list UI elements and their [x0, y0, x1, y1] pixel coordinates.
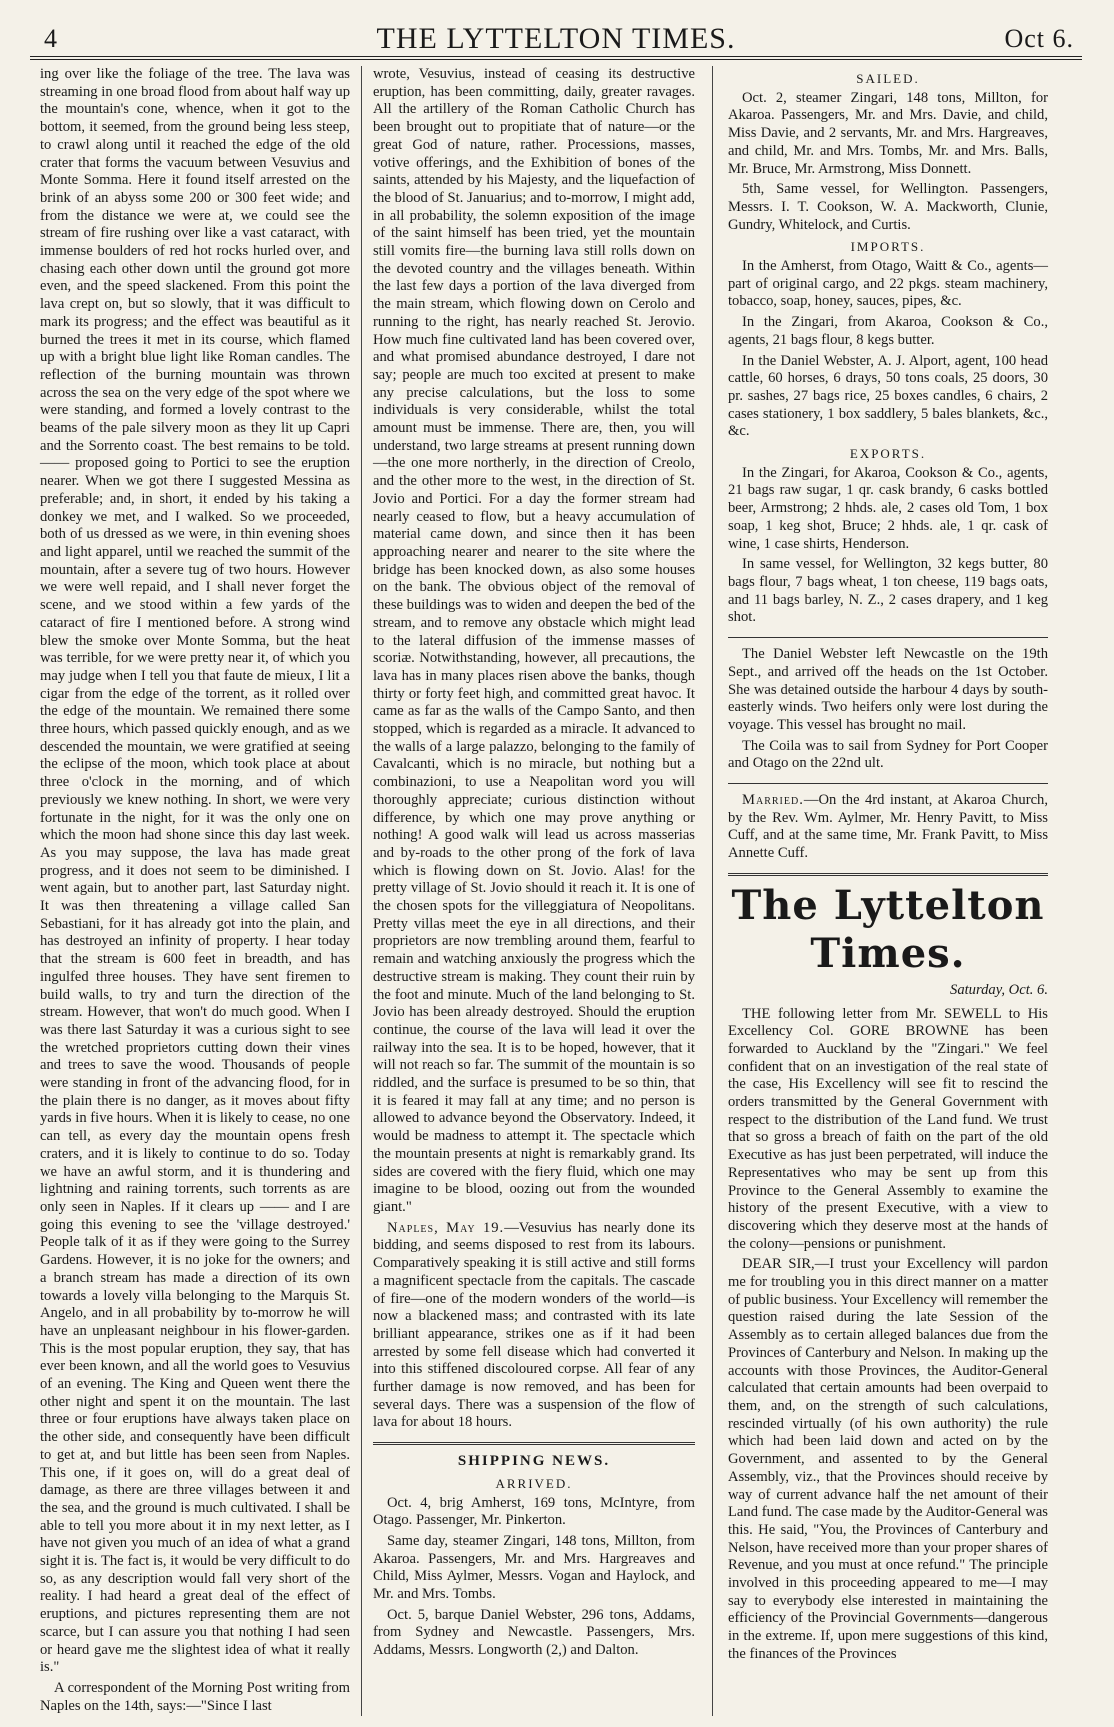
column-2: [373, 66, 695, 1663]
vesuvius-letter-p1: ing over like the foliage of the tree. The lava was streaming in one broad flood from about half way up the mountain's cone, whence, when it got to the bottom, it seemed, from the ground being less steep, to crawl along until it reached the edge of the old crater that forms the vacuum between Vesuvius and Monte Somma. Here it found itself arrested on the brink of an abyss some 200 or 300 feet wide; and from the distance we were at, we could see the stream of fire rushing over like a vast cataract, with immense boulders of red hot rocks hurled over, and chasing each other down until the ground got more even, and the speed slackened. From this point the lava crept on, but so slowly, that it was difficult to mark its progress; and the effect was beautiful as it burned the trees it met in its course, which flamed up with a bright blue light like Roman candles. The reflection of the burning mountain was thrown across the sea on the very edge of the spot where we were standing, and formed a lovely contrast to the beams of the pale silvery moon as they lit up Capri and the Sorrento coast. The best remains to be told. —— proposed going to Portici to see the eruption nearer. When we got there I suggested Messina as preferable; and, in short, it ended by his taking a donkey we met, and I walked. So we proceeded, both of us dressed as we were, in thin evening shoes and light apparel, until we reached the summit of the mountain, after a severe tug of two hours. However we were well repaid, and I shall never forget the scene, and we stood within a few yards of the cataract of fire I mentioned before. A strong wind blew the smoke over Monte Somma, but the heat was terrible, for we were pretty near it, of which you may judge when I tell you that faute de mieux, I lit a cigar from the edge of the torrent, as it rolled over the edge of the mountain. We remained there some three hours, which passed quickly enough, and as we descended the mountain, we were gratified at seeing the eclipse of the moon, which took place at about three o'clock in the morning, and of which previously we knew nothing. In short, we were very fortunate in the night, for it was the only one on which the moon had shone since this day last week. As you may suppose, the lava has made great progress, and it does not seem to be diminished. I went again, but to another part, last Saturday night. It was then threatening a village called San Sebastiani, for it has already got into the plain, and has destroyed an infinity of property. I hear today that the stream is 600 feet in breadth, and has ingulfed three houses. They have sent firemen to build walls, to try and turn the direction of the stream. However, that won't do much good. When I was there last Saturday it was a curious sight to see the wretched proprietors cutting down their vines and trees to save the wood. Thousands of people were standing in front of the advancing flood, for in the plain there is no danger, as it moves about fifty yards in five hours. When it is likely to cease, no one can tell, as every day the mountain opens fresh craters, and it is likely to continue to do so. Today we have an awful storm, and it is thundering and lightning and raining torrents, such torrents as are only seen in Naples. If it clears up —— and I are going this evening to see the 'village destroyed.' People talk of it as if they were going to the Surrey Gardens. However, it is no joke for the owners; and a branch stream has made a direction of its own towards a lovely villa belonging to the Marquis St. Angelo, and in all probability by to-morrow he will have an unpleasant neighbour in his flower-garden. This is the most popular eruption, they say, that has ever been known, and all the world goes to Vesuvius of an evening. The King and Queen went there the other night and spent it on the mountain. The last three or four eruptions have always taken place on the other side, and consequently have been difficult to get at, and but little has been seen from Naples. This one, if it goes on, will do a great deal of damage, as there are three villages between it and the sea, and the ground is much cultivated. I shall be able to tell you more about it in my next letter, as I have not given you much of an idea of what a grand sight it is. The fact is, it would be very difficult to do so, as any description would fall very short of the reality. I had heard a great deal of the effect of eruptions, and pictures representing them are not scarce, but I can assure you that nothing I had seen or heard gave me the slightest idea of what it really is.": [40, 66, 350, 1676]
shipping-news-heading: SHIPPING NEWS.: [457, 1453, 611, 1470]
arrived-heading: ARRIVED.: [495, 1475, 573, 1491]
editorial-dateline: Saturday, Oct. 6.: [950, 981, 1048, 998]
sailed-heading: SAILED.: [856, 71, 920, 86]
header-rule: [30, 56, 1082, 57]
sailed-entry-1: Oct. 2, steamer Zingari, 148 tons, Millton, for Akaroa. Passengers, Mr. and Mrs. Davie, and child, Miss Davie, and 2 servants, Mr. and Mrs. Hargreaves, and child, Mr. and Mrs. Tombs, Mr. and Mrs. Balls, Mr. Bruce, Mr. Armstrong, Miss Donnett.: [728, 89, 1048, 177]
sailed-entry-2: 5th, Same vessel, for Wellington. Passengers, Messrs. I. T. Cookson, W. A. Mackworth, Clunie, Gundry, Whitelock, and Curtis.: [728, 181, 1048, 233]
export-entry-2: In same vessel, for Wellington, 32 kegs butter, 80 bags flour, 7 bags wheat, 1 ton cheese, 119 bags oats, and 11 bags barley, N. Z., 2 cases drapery, and 1 keg shot.: [728, 556, 1048, 626]
page-date: Oct 6.: [1004, 24, 1074, 53]
arrival-amherst: Oct. 4, brig Amherst, 169 tons, McIntyre, from Otago. Passenger, Mr. Pinkerton.: [373, 1494, 695, 1529]
newspaper-title: THE LYTTELTON TIMES.: [376, 22, 736, 55]
column-1: [40, 66, 350, 1718]
section-rule: [373, 1442, 695, 1445]
import-entry-3: In the Daniel Webster, A. J. Alport, agent, 100 head cattle, 60 horses, 6 drays, 50 tons coals, 25 doors, 30 pr. sashes, 27 bags rice, 25 boxes candles, 6 chairs, 2 cases stationery, 1 box saddlery, 5 bales blankets, &c., &c.: [728, 352, 1048, 440]
page-number: 4: [44, 24, 57, 53]
import-entry-2: In the Zingari, from Akaroa, Cookson & Co., agents, 21 bags flour, 8 kegs butter.: [728, 314, 1048, 348]
editorial-letter: DEAR SIR,—I trust your Excellency will pardon me for troubling you in this direct manner on a matter of public business. Your Excellency will remember the question raised during the late Session of the Assembly as to certain alleged balances due from the Provinces of Canterbury and Nelson. In making up the accounts with those Provinces, the Auditor-General calculated that certain amounts had been overpaid to them, and, on the strength of such calculations, rescinded virtually (of his own authority) the rule which had been laid down and acted on by the Government, and assented to by the General Assembly, viz., that the Provinces should receive by way of current advance half the net amount of their Land fund. The case made by the Auditor-General was this. He said, "You, the Provinces of Canterbury and Nelson, have received more than your proper shares of Revenue, and you must at once refund." The principle involved in this proceeding appeared to me—I may say to everybody else interested in maintaining the efficiency of the Provincial Governments—dangerous in the extreme. If, upon mere suggestions of this kind, the finances of the Provinces: [728, 1256, 1048, 1662]
marriage-notice: Married.—On the 4rd instant, at Akaroa Church, by the Rev. Wm. Aylmer, Mr. Henry Pavitt, to Miss Cuff, and at the same time, Mr. Frank Pavitt, to Miss Annette Cuff.: [728, 792, 1048, 862]
exports-heading: EXPORTS.: [849, 446, 927, 462]
column-divider-1: [361, 66, 362, 1716]
export-entry-1: In the Zingari, for Akaroa, Cookson & Co., agents, 21 bags raw sugar, 1 qr. cask brandy, 6 casks bottled beer, Armstrong; 2 hhds. ale, 2 cases old Tom, 1 box soap, 1 keg shot, Bruce; 2 hhds. ale, 1 qr. cask of wine, 1 case shirts, Henderson.: [728, 464, 1048, 552]
rule-1: [728, 637, 1048, 638]
column-divider-2: [712, 66, 713, 1716]
editorial-masthead: The Lyttelton Times.: [731, 881, 1045, 977]
naples-dateline: Naples, May 19.: [387, 1219, 505, 1236]
vesuvius-letter-p2: A correspondent of the Morning Post writing from Naples on the 14th, says:—"Since I last: [40, 1679, 350, 1714]
coila-note: The Coila was to sail from Sydney for Port Cooper and Otago on the 22nd ult.: [728, 737, 1048, 772]
arrival-daniel-webster: Oct. 5, barque Daniel Webster, 296 tons, Addams, from Sydney and Newcastle. Passengers, Mrs. Addams, Messrs. Longworth (2,) and Dalton.: [373, 1606, 695, 1659]
masthead: [30, 12, 1082, 55]
header-rule-2: [30, 59, 1082, 60]
shipping-note: The Daniel Webster left Newcastle on the 19th Sept., and arrived off the heads on the 1st October. She was detained outside the harbour 4 days by south-easterly winds. Two heifers only were lost during the voyage. This vessel has brought no mail.: [728, 646, 1048, 733]
import-entry-1: In the Amherst, from Otago, Waitt & Co., agents—part of original cargo, and 22 pkgs. steam machinery, tobacco, soap, honey, sauces, pipes, &c.: [728, 258, 1048, 310]
naples-report: Naples, May 19.—Vesuvius has nearly done its bidding, and seems disposed to rest from its labours. Comparatively speaking it is still active and still forms a magnificent spectacle from the capitals. The cascade of fire—one of the modern wonders of the world—is now a blackened mass; and contrasted with its late brilliant appearance, strikes one as if it had been arrested by some fell disease which had converted it into this stiffened discoloured corpse. All fear of any further damage is now removed, and has been for several days. There was a suspension of the flow of lava for about 18 hours.: [373, 1219, 695, 1431]
editorial-p1: THE following letter from Mr. SEWELL to His Excellency Col. GORE BROWNE has been forwarded to Auckland by the "Zingari." We feel confident that on an investigation of the real state of the case, His Excellency will see fit to rescind the orders transmitted by the General Government with respect to the distribution of the Land fund. We trust that so gross a breach of faith on the part of the old Executive as has just been perpetrated, will induce the Representatives who may be sent up from this Province to the General Assembly to examine the history of the present Executive, with a view to discovering which they deserve most at the hands of the colony—pensions or punishment.: [728, 1005, 1048, 1252]
rule-3: [728, 873, 1048, 876]
vesuvius-letter-continued: wrote, Vesuvius, instead of ceasing its destructive eruption, has been committing, daily, greater ravages. All the artillery of the Roman Catholic Church has been brought out to propitiate that of nature—or the great God of nature, rather. Processions, masses, votive offerings, and the Exhibition of bones of the saints, attended by his Majesty, and the liquefaction of the blood of St. Januarius; and to-morrow, I might add, in all probability, the solemn exposition of the image of the saint himself has been tried, yet the mountain still vomits fire—the burning lava still rolls down on the devoted country and the villages beneath. Within the last few days a portion of the lava diverged from the main stream, which flowing down on Cerolo and running to the right, has nearly reached St. Jerovio. How much fine cultivated land has been covered over, and what promised abundance destroyed, I dare not say; people are much too excited at present to make any precise calculations, but the loss to some individuals is very considerable, whilst the total amount must be immense. There are, then, you will understand, two large streams at present running down—the one more northerly, in the direction of Creolo, and the other more to the west, in the direction of St. Jovio and Portici. For a day the former stream had nearly ceased to flow, but a heavy accumulation of material came down, and since then it has been approaching nearer and nearer to the site where the bridge has been knocked down, as also some houses on the bank. The obvious object of the removal of these buildings was to widen and deepen the bed of the stream, and to remove any obstacle which might lead to the lateral diffusion of the immense masses of scoriæ. Notwithstanding, however, all precautions, the lava has in many places risen above the banks, though thirty or forty feet high, and committed great havoc. It came as far as the walls of the Campo Santo, and then stopped, which is regarded as a miracle. It advanced to the walls of a large palazzo, belonging to the family of Cavalcanti, which is no miracle, but nothing but a combinazioni, to use a Neapolitan word you will thoroughly appreciate; curious distinction without difference, by which one may prove anything or nothing! A good walk will lead us across masserias and by-roads to the other prong of the fork of lava which is flowing down on St. Jovio. Alas! for the pretty village of St. Jovio should it reach it. It is one of the chosen spots for the villeggiatura of Neopolitans. Pretty villas meet the eye in all directions, and their proprietors are now trembling around them, fearful to remain and watching anxiously the progress which the destructive stream is making. They count their ruin by the foot and minute. Much of the land belonging to St. Jovio has been already destroyed. Should the eruption continue, the course of the lava will lead it over the railway into the sea. It is to be hoped, however, that it will not reach so far. The summit of the mountain is so riddled, and the surface is presumed to be so thin, that it is feared it may fall at any time; and no person is allowed to advance beyond the Observatory. Indeed, it would be madness to attempt it. The spectacle which the mountain presents at night is remarkably grand. Its sides are covered with the fiery fluid, which one may imagine to be blood, oozing out from the wounded giant.": [373, 66, 695, 1215]
column-3: [728, 66, 1048, 1667]
imports-heading: IMPORTS.: [850, 239, 926, 255]
arrival-zingari: Same day, steamer Zingari, 148 tons, Millton, from Akaroa. Passengers, Mr. and Mrs. Hargreaves and Child, Miss Aylmer, Messrs. Vogan and Haylock, and Mr. and Mrs. Tombs.: [373, 1532, 695, 1603]
rule-2: [728, 783, 1048, 784]
married-label: Married.: [742, 792, 804, 809]
